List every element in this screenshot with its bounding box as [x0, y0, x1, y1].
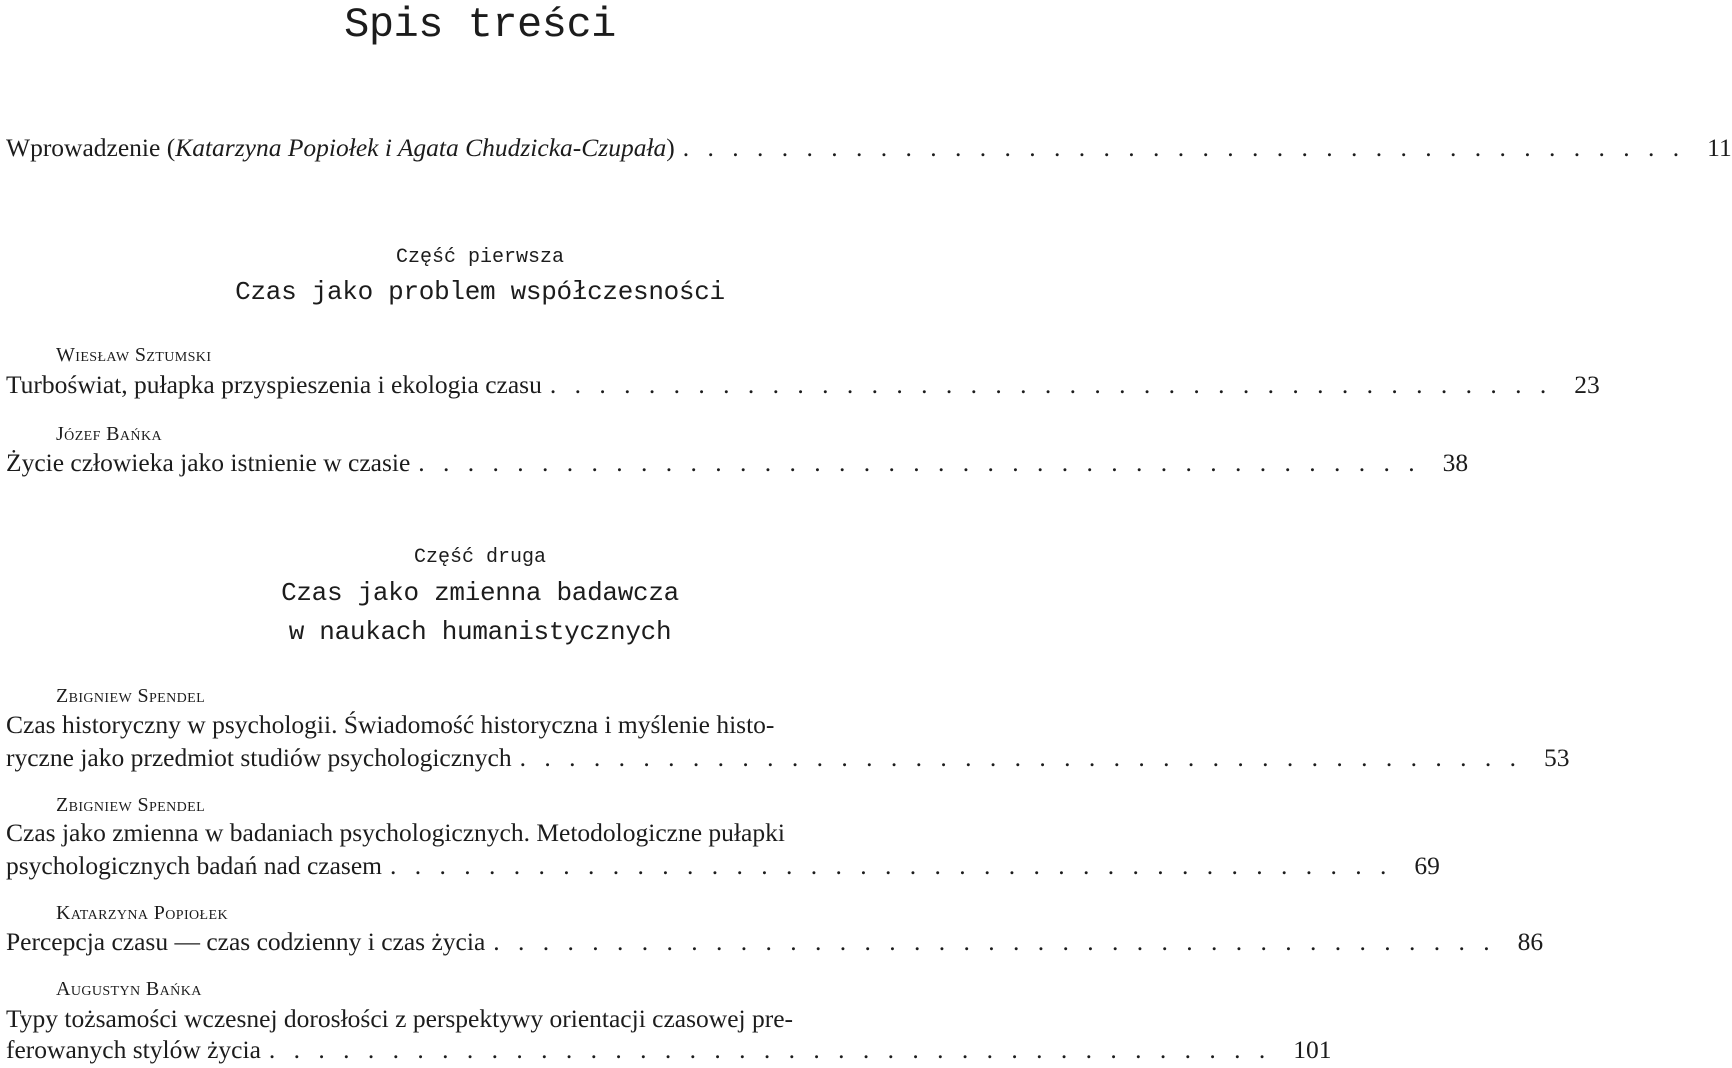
toc-entry-line1[interactable]: Czas jako zmienna w badaniach psychologicznych. Metodologiczne pułapki: [6, 818, 785, 847]
dot-leader: . . . . . . . . . . . . . . . . . . . . . . . . . . . . . . . . . . . . . . . . .: [418, 448, 1421, 477]
author-name: Katarzyna Popiołek: [56, 902, 228, 924]
author-name: Józef Bańka: [56, 423, 162, 445]
page-number: 11: [1707, 133, 1732, 162]
toc-entry-line1[interactable]: Typy tożsamości wczesnej dorosłości z perspektywy orientacji czasowej pre-: [6, 1004, 794, 1033]
dot-leader: . . . . . . . . . . . . . . . . . . . . . . . . . . . . . . . . . . . . . . . . .: [493, 927, 1496, 956]
page-title: Spis treści: [344, 1, 616, 49]
toc-entry[interactable]: [6, 742, 1570, 774]
toc-entry[interactable]: [6, 369, 1600, 401]
part-title: Czas jako problem współczesności: [235, 277, 725, 307]
dot-leader: . . . . . . . . . . . . . . . . . . . . . . . . . . . . . . . . . . . . . . . . .: [389, 851, 1393, 880]
page-number: 53: [1543, 743, 1570, 772]
toc-entry[interactable]: [6, 447, 1469, 479]
page-number: 38: [1442, 448, 1469, 477]
toc-entry-text: psychologicznych badań nad czasem: [6, 851, 382, 880]
toc-entry-text: Życie człowieka jako istnienie w czasie: [6, 448, 411, 477]
dot-leader: . . . . . . . . . . . . . . . . . . . . . . . . . . . . . . . . . . . . . . . . .: [549, 370, 1553, 399]
toc-entry-line1[interactable]: Czas historyczny w psychologii. Świadomość historyczna i myślenie histo-: [6, 710, 775, 739]
author-name: Zbigniew Spendel: [56, 685, 206, 707]
toc-entry-text: ferowanych stylów życia: [6, 1035, 261, 1064]
page-number: 23: [1574, 370, 1600, 399]
toc-entry-text: Percepcja czasu — czas codzienny i czas życia: [6, 927, 486, 956]
toc-entry-text: Wprowadzenie (Katarzyna Popiołek i Agata Chudzicka-Czupała): [6, 133, 675, 162]
toc-entry-intro[interactable]: [6, 132, 1732, 164]
part-label: Część pierwsza: [395, 246, 565, 269]
page-number: 101: [1293, 1035, 1332, 1064]
dot-leader: . . . . . . . . . . . . . . . . . . . . . . . . . . . . . . . . . . . . . . . . .: [682, 133, 1686, 162]
dot-leader: . . . . . . . . . . . . . . . . . . . . . . . . . . . . . . . . . . . . . . . . .: [519, 743, 1522, 772]
page-number: 86: [1517, 927, 1544, 956]
part-title-line2: w naukach humanistycznych: [288, 617, 672, 647]
toc-entry[interactable]: [6, 1034, 1332, 1066]
author-name: Wiesław Sztumski: [56, 344, 212, 366]
page-number: 69: [1414, 851, 1440, 880]
toc-entry[interactable]: [6, 850, 1440, 882]
toc-entry-text: ryczne jako przedmiot studiów psychologicznych: [6, 743, 512, 772]
part-label: Część druga: [413, 546, 547, 569]
toc-entry-text: Turboświat, pułapka przyspieszenia i ekologia czasu: [6, 370, 542, 399]
toc-entry[interactable]: [6, 926, 1544, 958]
author-name: Zbigniew Spendel: [56, 794, 206, 816]
dot-leader: . . . . . . . . . . . . . . . . . . . . . . . . . . . . . . . . . . . . . . . . .: [268, 1035, 1272, 1064]
part-title-line1: Czas jako zmienna badawcza: [281, 578, 679, 608]
author-name: Augustyn Bańka: [56, 978, 202, 1000]
